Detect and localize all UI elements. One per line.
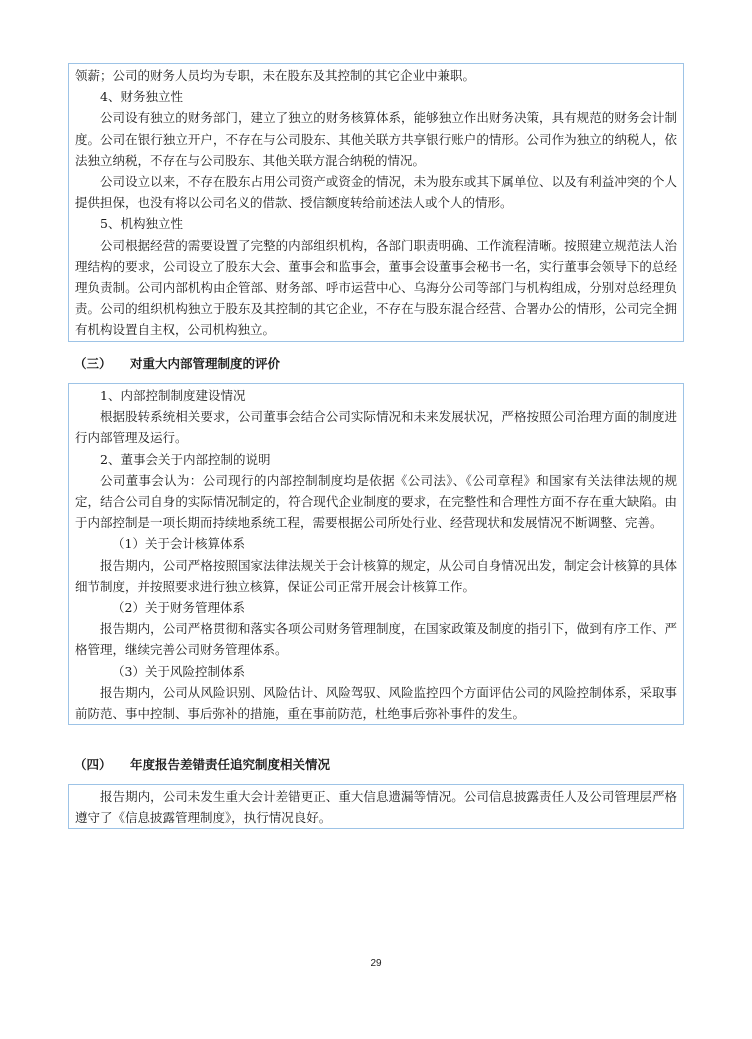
paragraph: 报告期内，公司从风险识别、风险估计、风险驾驭、风险监控四个方面评估公司的风险控制体系，采取事前防范、事中控制、事后弥补的措施，重在事前防范，杜绝事后弥补事件的发生。 (75, 684, 677, 722)
section-number: （四） (74, 757, 112, 772)
subheading: （3）关于风险控制体系 (112, 663, 245, 679)
paragraph: 根据股转系统相关要求，公司董事会结合公司实际情况和未来发展状况，严格按照公司治理方面的制度进行内部管理及运行。 (75, 409, 677, 446)
subheading: （1）关于会计核算体系 (112, 536, 245, 552)
paragraph: 领薪；公司的财务人员均为专职，未在股东及其控制的其它企业中兼职。 (75, 68, 476, 83)
section-heading-4 (74, 756, 331, 774)
subheading-financial-independence: 4、财务独立性 (100, 89, 183, 105)
paragraph: 报告期内，公司严格按照国家法律法规关于会计核算的规定，从公司自身情况出发，制定会计核算的具体细节制度，并按照要求进行独立核算，保证公司正常开展会计核算工作。 (75, 557, 677, 594)
paragraph: 公司董事会认为：公司现行的内部控制制度均是依据《公司法》、《公司章程》和国家有关法律法规的规定，结合公司自身的实际情况制定的，符合现代企业制度的要求，在完整性和合理性方面不存在重大缺陷。由于内部控制是一项长期而持续地系统工程，需要根据公司所处行业、经营现状和发展情况不断调整、完善。 (75, 472, 677, 531)
text-box-independence (68, 63, 684, 342)
section-title: 年度报告差错责任追究制度相关情况 (130, 757, 331, 772)
text-box-internal-control (68, 383, 684, 725)
page-number: 29 (370, 958, 382, 969)
paragraph: 报告期内，公司未发生重大会计差错更正、重大信息遗漏等情况。公司信息披露责任人及公司管理层严格遵守了《信息披露管理制度》，执行情况良好。 (75, 789, 677, 826)
subheading: 2、董事会关于内部控制的说明 (100, 451, 271, 467)
section-title: 对重大内部管理制度的评价 (130, 356, 281, 371)
section-heading-3 (74, 355, 281, 373)
paragraph: 公司设立以来，不存在股东占用公司资产或资金的情况，未为股东或其下属单位、以及有利益冲突的个人提供担保，也没有将以公司名义的借款、授信额度转给前述法人或个人的情形。 (75, 174, 677, 211)
subheading-organization-independence: 5、机构独立性 (100, 216, 183, 232)
paragraph: 报告期内，公司严格贯彻和落实各项公司财务管理制度，在国家政策及制度的指引下，做到有序工作、严格管理，继续完善公司财务管理体系。 (75, 621, 677, 658)
section-number: （三） (74, 356, 112, 371)
paragraph: 公司根据经营的需要设置了完整的内部组织机构，各部门职责明确、工作流程清晰。按照建立规范法人治理结构的要求，公司设立了股东大会、董事会和监事会，董事会设董事会秘书一名，实行董事会领导下的总经理负责制。公司内部机构由企管部、财务部、呼市运营中心、乌海分公司等部门与机构组成，分别对总经理负责。公司的组织机构独立于股东及其控制的其它企业，不存在与股东混合经营、合署办公的情形，公司完全拥有机构设置自主权，公司机构独立。 (75, 237, 677, 338)
text-box-error-accountability (68, 784, 684, 829)
subheading: （2）关于财务管理体系 (112, 600, 245, 616)
paragraph: 公司设有独立的财务部门，建立了独立的财务核算体系，能够独立作出财务决策，具有规范的财务会计制度。公司在银行独立开户，不存在与公司股东、其他关联方共享银行账户的情形。公司作为独立的纳税人，依法独立纳税，不存在与公司股东、其他关联方混合纳税的情况。 (75, 110, 677, 168)
subheading: 1、内部控制制度建设情况 (100, 388, 246, 403)
